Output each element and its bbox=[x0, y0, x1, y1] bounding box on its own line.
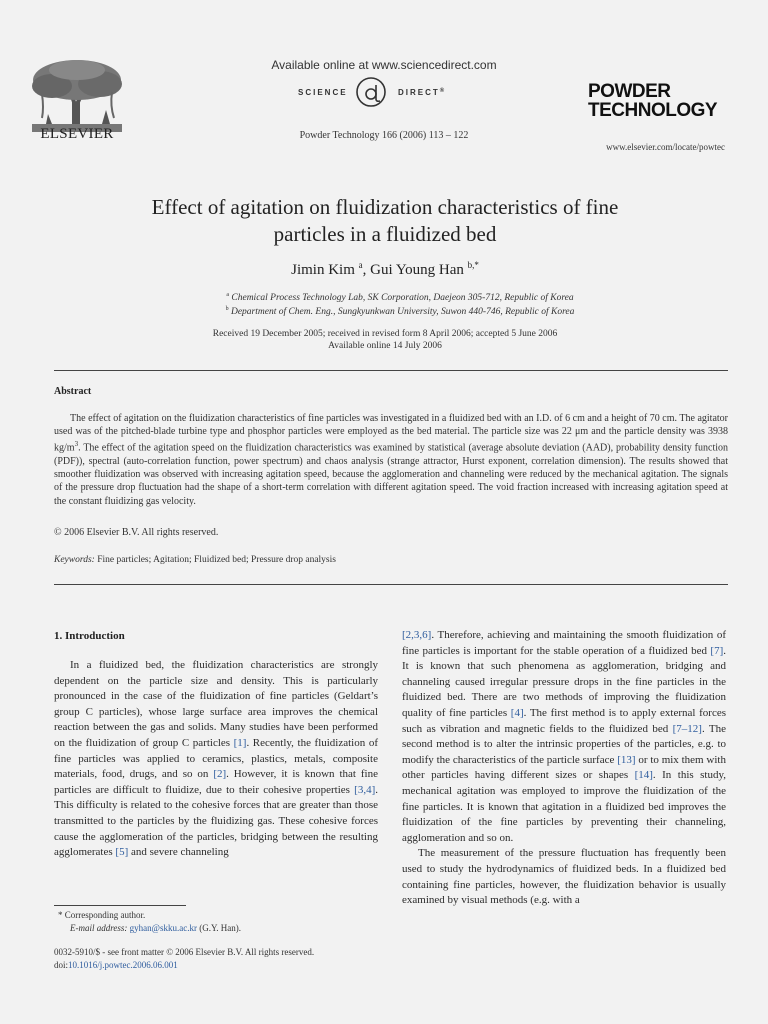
footnote-mark: * bbox=[58, 910, 63, 920]
email-name: (G.Y. Han). bbox=[196, 923, 242, 933]
author-2-affil-mark: b,* bbox=[467, 260, 479, 270]
author-2: Gui Young Han bbox=[370, 262, 464, 278]
keywords bbox=[54, 555, 336, 565]
citation-link[interactable]: [2] bbox=[213, 768, 227, 781]
title-line-2: particles in a fluidized bed bbox=[273, 222, 497, 246]
publisher-name: ELSEVIER bbox=[40, 126, 114, 142]
right-text-6: . In this study, mechanical agitation was employed to improve the fluidization of the fine particles. It is known that agitation in a fluidized bed improves the fluidization of the fine particles by preventing their channeling, agglomeration and so on. bbox=[402, 769, 726, 844]
journal-logo bbox=[588, 82, 738, 120]
title-line-1: Effect of agitation on fluidization characteristics of fine bbox=[151, 195, 619, 219]
article-title bbox=[120, 194, 650, 248]
registered-mark: ® bbox=[439, 88, 447, 94]
issn-line: 0032-5910/$ - see front matter © 2006 Elsevier B.V. All rights reserved. bbox=[54, 947, 315, 957]
intro-text-2: . Recently, the fluidization of fine particles was applied to ceramics, plastics, metals, composite materials, food, drugs, and so on bbox=[54, 736, 378, 781]
affiliation-b bbox=[190, 306, 610, 317]
affiliation-a-mark: a bbox=[226, 292, 230, 298]
citation-link[interactable]: [1] bbox=[233, 736, 247, 749]
email-link[interactable]: gyhan@skku.ac.kr bbox=[129, 923, 197, 933]
right-text-5: or to mix them with other particles having different sizes or shapes bbox=[402, 753, 726, 782]
footnote-divider bbox=[54, 905, 186, 906]
affiliation-b-text: Department of Chem. Eng., Sungkyunkwan University, Suwon 440-746, Republic of Korea bbox=[230, 307, 575, 318]
sciencedirect-right-word: DIRECT bbox=[398, 88, 440, 97]
section-heading-introduction: 1. Introduction bbox=[54, 630, 125, 642]
intro-text-3: . However, it is known that fine particles are difficult to fluidize, due to their cohesive properties bbox=[54, 768, 378, 796]
citation-link[interactable]: [4] bbox=[510, 706, 524, 719]
received-dates: Received 19 December 2005; received in revised form 8 April 2006; accepted 5 June 2006 bbox=[212, 329, 558, 339]
corresponding-author-note bbox=[58, 910, 145, 920]
citation-link[interactable]: [7–12] bbox=[672, 722, 702, 735]
sciencedirect-right bbox=[398, 88, 446, 97]
abstract-text bbox=[54, 412, 728, 508]
citation-link[interactable]: [7] bbox=[710, 644, 724, 657]
author-separator: , bbox=[362, 262, 371, 278]
intro-paragraph-1 bbox=[54, 658, 378, 861]
keywords-label: Keywords: bbox=[54, 555, 95, 565]
sciencedirect-at-icon bbox=[354, 75, 388, 109]
journal-citation: Powder Technology 166 (2006) 113 – 122 bbox=[299, 130, 469, 141]
affiliation-a-text: Chemical Process Technology Lab, SK Corporation, Daejeon 305-712, Republic of Korea bbox=[231, 293, 574, 304]
citation-link[interactable]: [14] bbox=[634, 769, 653, 782]
affiliation-b-mark: b bbox=[225, 306, 229, 312]
keywords-list: Fine particles; Agitation; Fluidized bed; Pressure drop analysis bbox=[97, 555, 336, 565]
divider-bottom bbox=[54, 584, 728, 585]
right-text-3: . The first method is to apply external forces such as vibration and magnetic fields to the fluidized bed bbox=[402, 706, 726, 735]
right-text-4: . The second method is to alter the intrinsic properties of the particles, e.g. to modify the characteristics of the particle surface bbox=[402, 722, 727, 766]
available-online-date: Available online 14 July 2006 bbox=[328, 341, 442, 351]
doi-line bbox=[54, 960, 178, 970]
right-paragraph-2: The measurement of the pressure fluctuation has frequently been used to study the hydrodynamics of fluidized beds. In a fluidized bed containing fine particles, however, the fluidization behavior is usually examined by visual methods (e.g. with a bbox=[402, 847, 726, 907]
abstract-part-2: . The effect of the agitation speed on the fluidization characteristics was examined by statistical (average absolute deviation (AAD), probability density function (PDF)), spectral (auto-correlation function, power spectrum) and chaos analysis (strange attractor, Hurst exponent, correlation dimension). The results showed that smoother fluidization was observed with increasing agitation speed, because the agglomeration and channeling were reduced by the mechanical agitation. The signals of the pressure drop fluctuation had the shape of a short-term correlation with different agitation speed. The void fraction increased with increasing agitation speed at the constant fluidizing gas velocity. bbox=[54, 442, 728, 507]
right-text-2: . It is known that such phenomena as agglomeration, bridging and channeling caused irregular pressure drops in the fine particles in the fluidized bed. There are two methods of improving the fluidization quality of fine particles bbox=[402, 644, 726, 719]
available-online-text: Available online at www.sciencedirect.com bbox=[271, 58, 497, 72]
citation-link[interactable]: [13] bbox=[617, 753, 636, 766]
abstract-heading: Abstract bbox=[54, 386, 92, 397]
journal-logo-line2: TECHNOLOGY bbox=[588, 100, 718, 121]
intro-text-1: In a fluidized bed, the fluidization characteristics are strongly dependent on the particle size and density. This is particularly pronounced in the case of the fluidization of fine particles (Geldart’s group C particles), whose large surface area improves the chemical reaction between the gas and solids. Many studies have been performed on the fluidization of group C particles bbox=[54, 659, 378, 749]
author-1-affil-mark: a bbox=[358, 260, 363, 270]
abstract-part-1: The effect of agitation on the fluidization characteristics of fine particles was investigated in a fluidized bed with an I.D. of 6 cm and a height of 70 cm. The agitator used was of the pitched-blade turbine type and phosphor particles were employed as the bed material. The particle size was 22 μm and the particle density was 3938 kg/m bbox=[54, 413, 728, 454]
right-paragraph-1 bbox=[402, 628, 726, 846]
sciencedirect-left: SCIENCE bbox=[298, 88, 348, 97]
journal-logo-line1: POWDER bbox=[588, 81, 671, 102]
abstract-copyright: © 2006 Elsevier B.V. All rights reserved. bbox=[54, 527, 219, 538]
right-column bbox=[402, 628, 726, 909]
email-note bbox=[70, 923, 241, 933]
journal-url-link[interactable]: www.elsevier.com/locate/powtec bbox=[606, 142, 725, 152]
affiliation-a bbox=[190, 292, 610, 303]
email-label: E-mail address: bbox=[70, 923, 128, 933]
corresponding-author-label: Corresponding author. bbox=[64, 910, 146, 920]
divider-top bbox=[54, 370, 728, 371]
doi-link[interactable]: 10.1016/j.powtec.2006.06.001 bbox=[68, 960, 178, 970]
article-dates bbox=[120, 328, 650, 352]
doi-label: doi: bbox=[54, 960, 69, 970]
citation-link[interactable]: [5] bbox=[115, 846, 129, 859]
intro-text-4: . This difficulty is related to the cohesive forces that are greater than those transmitted to the particles by the fluidizing gas. These cohesive forces cause the agglomeration of the particles, bridging between the resulting agglomerates bbox=[54, 783, 378, 859]
citation-link[interactable]: [3,4] bbox=[354, 783, 376, 796]
abstract-superscript: 3 bbox=[74, 440, 79, 449]
right-text-1: . Therefore, achieving and maintaining the smooth fluidization of fine particles is important for the stable operation of a fluidized bed bbox=[402, 629, 726, 657]
author-list bbox=[120, 260, 650, 279]
intro-text-5: and severe channeling bbox=[128, 846, 229, 859]
citation-link[interactable]: [2,3,6] bbox=[402, 629, 432, 641]
author-1: Jimin Kim bbox=[291, 262, 355, 278]
